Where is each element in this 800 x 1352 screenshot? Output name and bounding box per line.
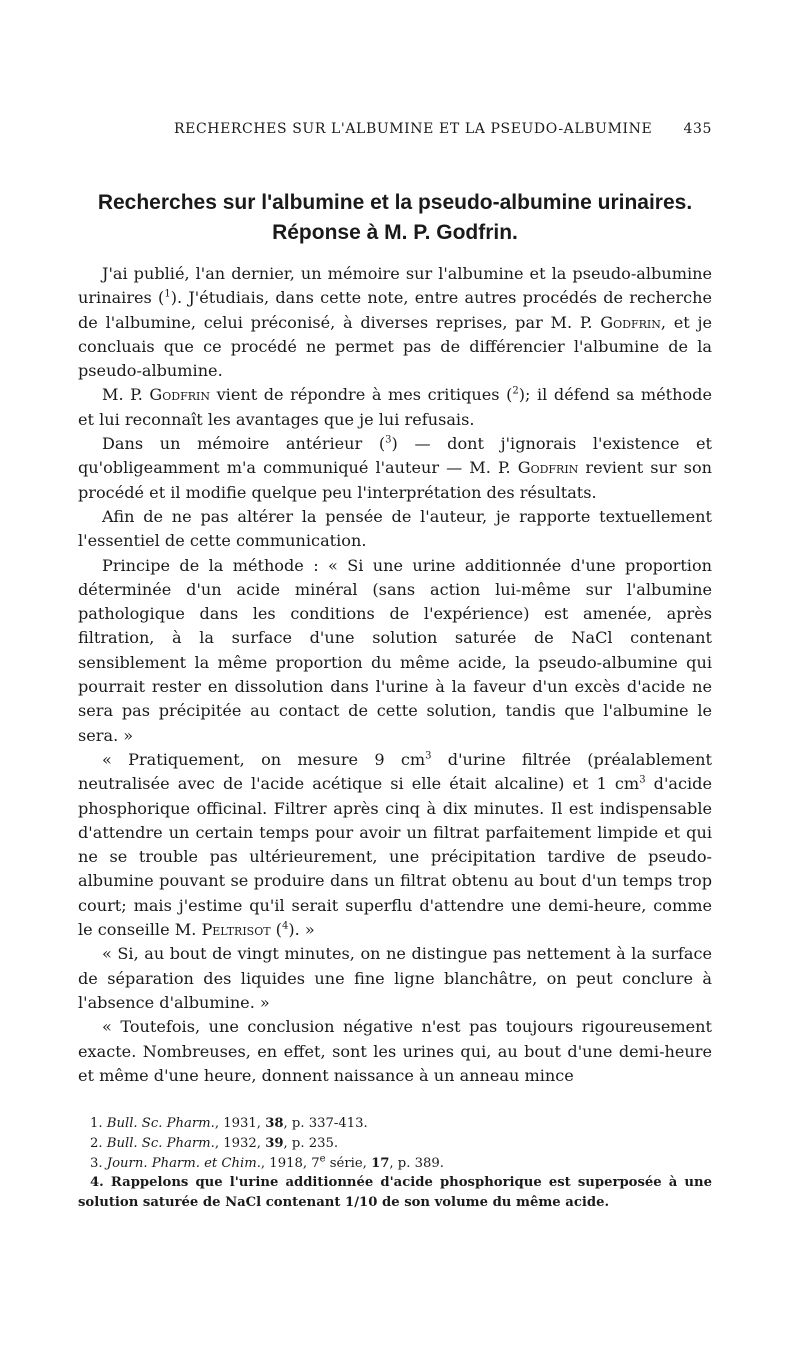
footnote-number: 3. bbox=[90, 1155, 103, 1171]
paragraph-3 bbox=[78, 432, 712, 505]
paragraph-8: « Toutefois, une conclusion négative n'est pas toujours rigoureusement exacte. Nombreuses, en effet, sont les urines qui, au bout d'une demi-heure et même d'une heure, donnent naissance à un anneau mince bbox=[78, 1017, 712, 1085]
author-name: Godfrin bbox=[149, 385, 211, 405]
article-title-line-2: Réponse à M. P. Godfrin. bbox=[272, 221, 518, 244]
paragraph-1 bbox=[78, 262, 712, 383]
text-run: série, bbox=[325, 1155, 372, 1171]
footnote-ref: 1 bbox=[164, 288, 171, 300]
text-run: , p. 337-413. bbox=[283, 1116, 368, 1131]
paragraph-2 bbox=[78, 383, 712, 432]
text-run: Dans un mémoire antérieur ( bbox=[102, 434, 386, 454]
text-run: ( bbox=[270, 920, 282, 940]
footnote-text: Rappelons que l'urine additionnée d'acide phosphorique est superposée à une solution saturée de NaCl contenant 1/10 de son volume du même acide. bbox=[78, 1175, 712, 1211]
footnote-number: 4. bbox=[90, 1175, 104, 1191]
text-run: , 1931, bbox=[214, 1116, 266, 1131]
footnote-ref: 3 bbox=[385, 434, 392, 446]
text-run: , p. 389. bbox=[389, 1155, 444, 1171]
text-run: ). J'étudiais, dans cette note, entre autres procédés de recherche de l'albumine, celui préconisé, à diverses reprises, par M. P. bbox=[78, 288, 712, 332]
text-run: , p. 235. bbox=[283, 1135, 339, 1151]
volume: 39 bbox=[265, 1135, 284, 1151]
paragraph-5: Principe de la méthode : « Si une urine additionnée d'une proportion déterminée d'un acide minéral (sans action lui-même sur l'albumine pathologique dans les conditions de l'expérience) est amenée, après filtration, à la surface d'une solution saturée de NaCl contenant sensiblement la même proportion du même acide, la pseudo-albumine qui pourrait rester en dissolution dans l'urine à la faveur d'un excès d'acide ne sera pas précipitée au contact de cette solution, tandis que l'albumine le sera. » bbox=[78, 555, 712, 745]
volume: 17 bbox=[371, 1155, 390, 1171]
article-body bbox=[78, 262, 712, 1088]
footnotes bbox=[78, 1114, 712, 1213]
author-name: Godfrin bbox=[600, 312, 661, 332]
footnote-2 bbox=[78, 1134, 712, 1154]
running-head-title: RECHERCHES SUR L'ALBUMINE ET LA PSEUDO-ALBUMINE bbox=[174, 121, 653, 137]
exponent: 3 bbox=[639, 774, 646, 786]
text-run: d'acide phosphorique officinal. Filtrer après cinq à dix minutes. Il est indispensable d'attendre un certain temps pour avoir un filtrat parfaitement limpide et qui ne se trouble pas ultérieurement, une précipitation tardive de pseudo-albumine pouvant se produire dans un filtrat obtenu au bout d'un temps trop court; mais j'estime qu'il serait superflu d'attendre une demi-heure, comme le conseille M. bbox=[78, 774, 712, 940]
journal-name: Journ. Pharm. et Chim. bbox=[106, 1155, 261, 1171]
text-run: d'urine filtrée (préalablement neutralisée avec de l'acide acétique si elle était alcaline) et 1 cm bbox=[78, 749, 712, 794]
footnote-1 bbox=[78, 1114, 712, 1134]
article-title-line-1: Recherches sur l'albumine et la pseudo-albumine urinaires. bbox=[97, 191, 693, 214]
footnote-3 bbox=[78, 1154, 712, 1174]
paragraph-6 bbox=[78, 748, 712, 942]
text-run: « Pratiquement, on mesure 9 cm bbox=[102, 749, 426, 769]
journal-name: Bull. Sc. Pharm. bbox=[106, 1116, 215, 1131]
paragraph-4: Afin de ne pas altérer la pensée de l'auteur, je rapporte textuellement l'essentiel de cette communication. bbox=[78, 506, 712, 551]
text-run: ). » bbox=[288, 920, 315, 940]
text-run: , 1932, bbox=[214, 1135, 266, 1151]
exponent: 3 bbox=[425, 750, 432, 762]
text-run: vient de répondre à mes critiques ( bbox=[210, 385, 513, 405]
footnote-number: 2. bbox=[90, 1135, 103, 1151]
footnote-number: 1. bbox=[90, 1116, 103, 1131]
footnote-4 bbox=[78, 1173, 712, 1213]
superscript: e bbox=[319, 1153, 326, 1165]
text-run: revient sur son procédé et il modifie quelque peu l'interprétation des résultats. bbox=[78, 458, 712, 502]
footnote-ref: 4 bbox=[281, 920, 289, 932]
text-run: , et je concluais que ce procédé ne permet pas de différencier l'albumine de la pseudo-albumine. bbox=[78, 312, 712, 381]
article-title bbox=[78, 188, 712, 248]
footnote-ref: 2 bbox=[512, 386, 519, 398]
text-run: ) — dont j'ignorais l'existence et qu'obligeamment m'a communiqué l'auteur — M. P. bbox=[78, 434, 712, 478]
text-run: , 1918, 7 bbox=[260, 1155, 320, 1171]
volume: 38 bbox=[265, 1116, 284, 1131]
paragraph-7: « Si, au bout de vingt minutes, on ne distingue pas nettement à la surface de séparation des liquides une fine ligne blanchâtre, on peut conclure à l'absence d'albumine. » bbox=[78, 944, 712, 1012]
journal-name: Bull. Sc. Pharm. bbox=[106, 1135, 215, 1151]
author-name: Peltrisot bbox=[201, 920, 271, 940]
text-run: J'ai publié, l'an dernier, un mémoire sur l'albumine et la pseudo-albumine urinaires ( bbox=[78, 264, 712, 308]
author-name: Godfrin bbox=[517, 458, 579, 478]
text-run: M. P. bbox=[102, 385, 150, 405]
page-number: 435 bbox=[683, 121, 712, 137]
text-run: ); il défend sa méthode et lui reconnaît les avantages que je lui refusais. bbox=[78, 385, 712, 429]
